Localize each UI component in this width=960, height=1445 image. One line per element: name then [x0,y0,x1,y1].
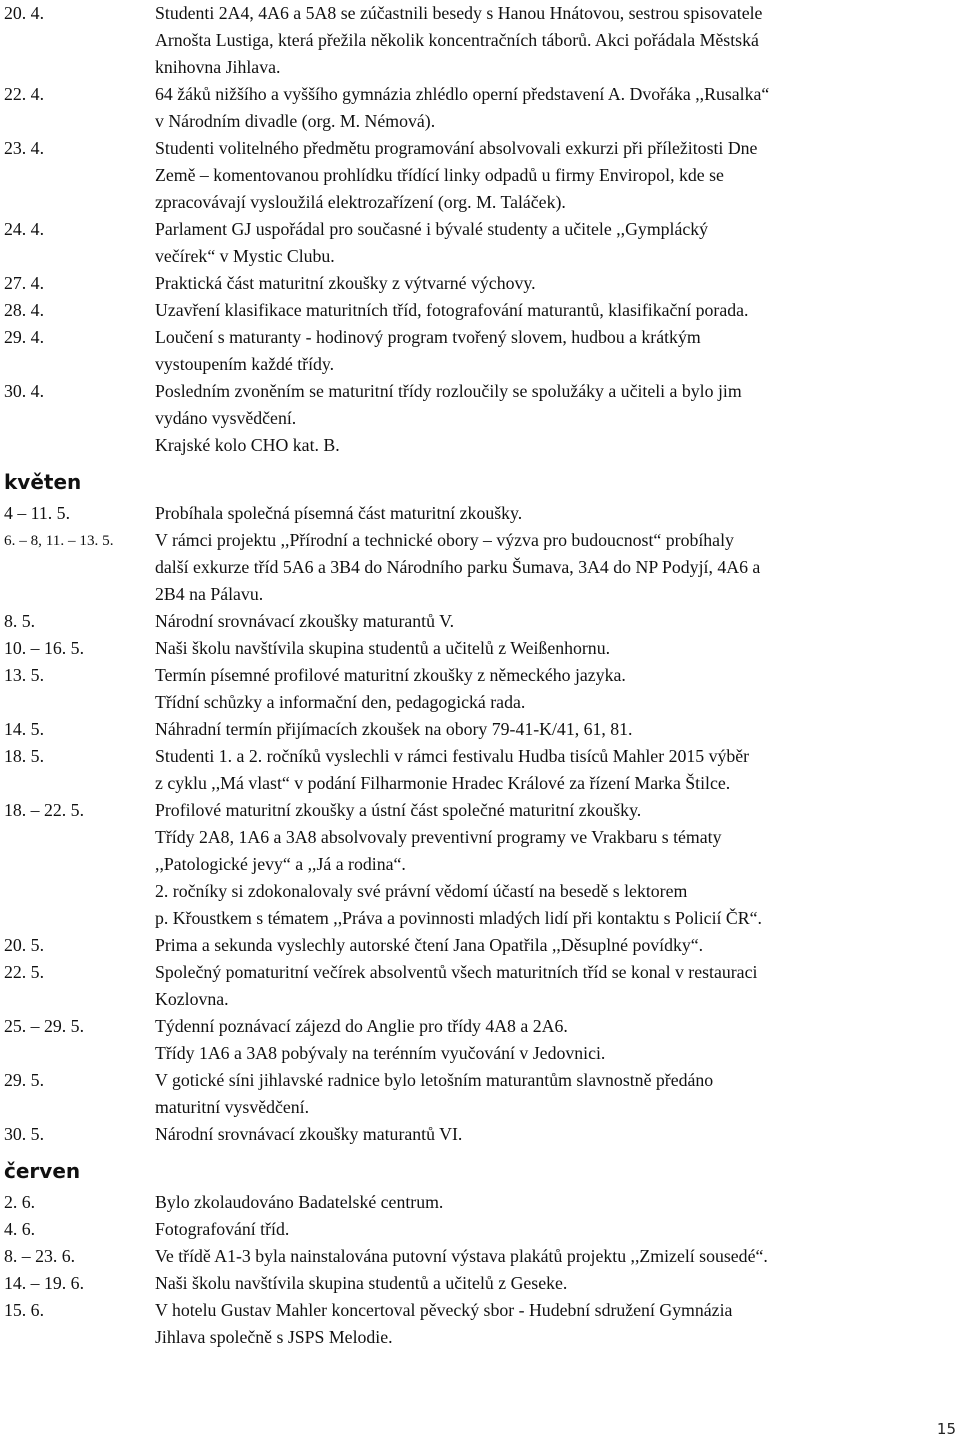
entry-text-line: Praktická část maturitní zkoušky z výtvarné výchovy. [155,273,536,293]
entry-text-line: Ve třídě A1-3 byla nainstalována putovní výstava plakátů projektu ,,Zmizelí sousedé“. [155,1246,768,1266]
entry-text [155,1270,954,1297]
entry-text [155,662,954,716]
entry-text [155,1243,954,1270]
entry-text-line: Náhradní termín přijímacích zkoušek na obory 79-41-K/41, 61, 81. [155,719,633,739]
entry-date: 24. 4. [4,219,45,239]
entry-text [155,1121,954,1148]
entry-text [155,932,954,959]
entry-text-line: z cyklu ,,Má vlast“ v podání Filharmonie Hradec Králové za řízení Marka Štilce. [155,773,731,793]
entry-date: 18. 5. [4,746,45,766]
month-heading: červen [4,1159,81,1183]
entry-text [155,297,954,324]
entry-text-line: Kozlovna. [155,989,229,1009]
entry-date: 22. 5. [4,962,45,982]
entry-date: 4 – 11. 5. [4,503,71,523]
entry-text-line: Posledním zvoněním se maturitní třídy rozloučily se spolužáky a učiteli a bylo jim [155,381,742,401]
chronicle-entry [4,1297,954,1351]
entry-text-line: vydáno vysvědčení. [155,408,297,428]
chronicle-entry [4,81,954,135]
entry-date: 30. 5. [4,1124,45,1144]
entry-text [155,324,954,378]
entry-date: 13. 5. [4,665,45,685]
entry-text-line: v Národním divadle (org. M. Némová). [155,111,436,131]
entry-text-line: Třídní schůzky a informační den, pedagogická rada. [155,692,526,712]
chronicle-entry [4,324,954,378]
chronicle-entry [4,135,954,216]
chronicle-entry [4,797,954,932]
entry-text [155,797,954,932]
entry-date: 30. 4. [4,381,45,401]
entry-date: 8. 5. [4,611,36,631]
chronicle-entry [4,662,954,716]
chronicle-entry [4,216,954,270]
entry-text [155,0,954,81]
chronicle-entry [4,608,954,635]
entry-text-line: Studenti 1. a 2. ročníků vyslechli v rámci festivalu Hudba tisíců Mahler 2015 výběr [155,746,750,766]
entry-text-line: Krajské kolo CHO kat. B. [155,435,340,455]
entry-text-line: V hotelu Gustav Mahler koncertoval pěvecký sbor - Hudební sdružení Gymnázia [155,1300,733,1320]
entry-date: 18. – 22. 5. [4,800,85,820]
entry-text-line: Probíhala společná písemná část maturitní zkoušky. [155,503,523,523]
chronicle-entry [4,716,954,743]
chronicle-entry [4,1189,954,1216]
chronicle-entry [4,1067,954,1121]
chronicle-entry [4,743,954,797]
entry-text-line: Studenti volitelného předmětu programování absolvovali exkurzi při příležitosti Dne [155,138,758,158]
chronicle-entry [4,1270,954,1297]
chronicle-entry [4,932,954,959]
entry-date: 14. – 19. 6. [4,1273,85,1293]
entry-text-line: Arnošta Lustiga, která přežila několik koncentračních táborů. Akci pořádala Městská [155,30,759,50]
entry-text-line: Bylo zkolaudováno Badatelské centrum. [155,1192,444,1212]
entry-text-line: Uzavření klasifikace maturitních tříd, fotografování maturantů, klasifikační porada. [155,300,749,320]
entry-date: 14. 5. [4,719,45,739]
entry-text-line: Jihlava společně s JSPS Melodie. [155,1327,393,1347]
entry-text [155,378,954,459]
chronicle-entry [4,527,954,608]
month-heading: květen [4,470,82,494]
chronicle-entry [4,270,954,297]
entry-text-line: Třídy 2A8, 1A6 a 3A8 absolvovaly preventivní programy ve Vrakbaru s tématy [155,827,722,847]
entry-text-line: Profilové maturitní zkoušky a ústní část společné maturitní zkoušky. [155,800,642,820]
entry-text-line: Naši školu navštívila skupina studentů a učitelů z Geseke. [155,1273,568,1293]
entry-text-line: knihovna Jihlava. [155,57,281,77]
entry-date: 27. 4. [4,273,45,293]
entry-date: 28. 4. [4,300,45,320]
entry-date: 20. 5. [4,935,45,955]
entry-text-line: 2. ročníky si zdokonalovaly své právní vědomí účastí na besedě s lektorem [155,881,688,901]
entry-text-line: zpracovávají vysloužilá elektrozařízení (org. M. Taláček). [155,192,566,212]
entry-date: 22. 4. [4,84,45,104]
entry-date: 25. – 29. 5. [4,1016,85,1036]
chronicle-entry [4,1216,954,1243]
entry-text-line: ,,Patologické jevy“ a ,,Já a rodina“. [155,854,406,874]
entry-text-line: Termín písemné profilové maturitní zkoušky z německého jazyka. [155,665,626,685]
chronicle-list [4,0,954,1351]
entry-text [155,635,954,662]
entry-text [155,1189,954,1216]
page-number: 15 [936,1420,956,1438]
chronicle-entry [4,635,954,662]
entry-text-line: Fotografování tříd. [155,1219,290,1239]
entry-text [155,1013,954,1067]
entry-text [155,500,954,527]
chronicle-entry [4,1243,954,1270]
entry-text [155,959,954,1013]
entry-text-line: 2B4 na Pálavu. [155,584,264,604]
entry-text [155,716,954,743]
entry-text-line: Studenti 2A4, 4A6 a 5A8 se zúčastnili besedy s Hanou Hnátovou, sestrou spisovatele [155,3,763,23]
entry-date: 23. 4. [4,138,45,158]
entry-date: 20. 4. [4,3,45,23]
entry-text-line: večírek“ v Mystic Clubu. [155,246,335,266]
entry-text [155,216,954,270]
entry-text [155,1067,954,1121]
entry-text-line: další exkurze tříd 5A6 a 3B4 do Národního parku Šumava, 3A4 do NP Podyjí, 4A6 a [155,557,761,577]
chronicle-entry [4,500,954,527]
chronicle-entry [4,1121,954,1148]
entry-text-line: p. Křoustkem s tématem ,,Práva a povinnosti mladých lidí při kontaktu s Policií ČR“. [155,908,762,928]
entry-text [155,1216,954,1243]
entry-text-line: Třídy 1A6 a 3A8 pobývaly na terénním vyučování v Jedovnici. [155,1043,606,1063]
entry-text-line: Země – komentovanou prohlídku třídící linky odpadů u firmy Enviropol, kde se [155,165,724,185]
entry-text-line: V gotické síni jihlavské radnice bylo letošním maturantům slavnostně předáno [155,1070,714,1090]
entry-text-line: Společný pomaturitní večírek absolventů všech maturitních tříd se konal v restauraci [155,962,758,982]
entry-date: 6. – 8, 11. – 13. 5. [4,532,114,549]
entry-text-line: maturitní vysvědčení. [155,1097,310,1117]
entry-text-line: V rámci projektu ,,Přírodní a technické obory – výzva pro budoucnost“ probíhaly [155,530,734,550]
chronicle-entry [4,378,954,459]
entry-text [155,270,954,297]
entry-text-line: Loučení s maturanty - hodinový program tvořený slovem, hudbou a krátkým [155,327,701,347]
entry-text-line: Naši školu navštívila skupina studentů a učitelů z Weißenhornu. [155,638,611,658]
chronicle-entry [4,297,954,324]
entry-text-line: Prima a sekunda vyslechly autorské čtení Jana Opatřila ,,Děsuplné povídky“. [155,935,704,955]
chronicle-entry [4,1013,954,1067]
entry-text-line: vystoupením každé třídy. [155,354,335,374]
entry-text-line: Týdenní poznávací zájezd do Anglie pro třídy 4A8 a 2A6. [155,1016,568,1036]
entry-text-line: Národní srovnávací zkoušky maturantů V. [155,611,455,631]
entry-text-line: Parlament GJ uspořádal pro současné i bývalé studenty a učitele ,,Gymplácký [155,219,709,239]
entry-text-line: Národní srovnávací zkoušky maturantů VI. [155,1124,463,1144]
entry-text [155,135,954,216]
entry-text [155,81,954,135]
entry-date: 4. 6. [4,1219,36,1239]
entry-date: 29. 4. [4,327,45,347]
entry-date: 8. – 23. 6. [4,1246,76,1266]
entry-text-line: 64 žáků nižšího a vyššího gymnázia zhlédlo operní představení A. Dvořáka ,,Rusalka“ [155,84,770,104]
entry-text [155,1297,954,1351]
entry-date: 15. 6. [4,1300,45,1320]
chronicle-entry [4,0,954,81]
entry-date: 2. 6. [4,1192,36,1212]
entry-date: 29. 5. [4,1070,45,1090]
entry-text [155,608,954,635]
chronicle-entry [4,959,954,1013]
entry-text [155,527,954,608]
entry-text [155,743,954,797]
entry-date: 10. – 16. 5. [4,638,85,658]
